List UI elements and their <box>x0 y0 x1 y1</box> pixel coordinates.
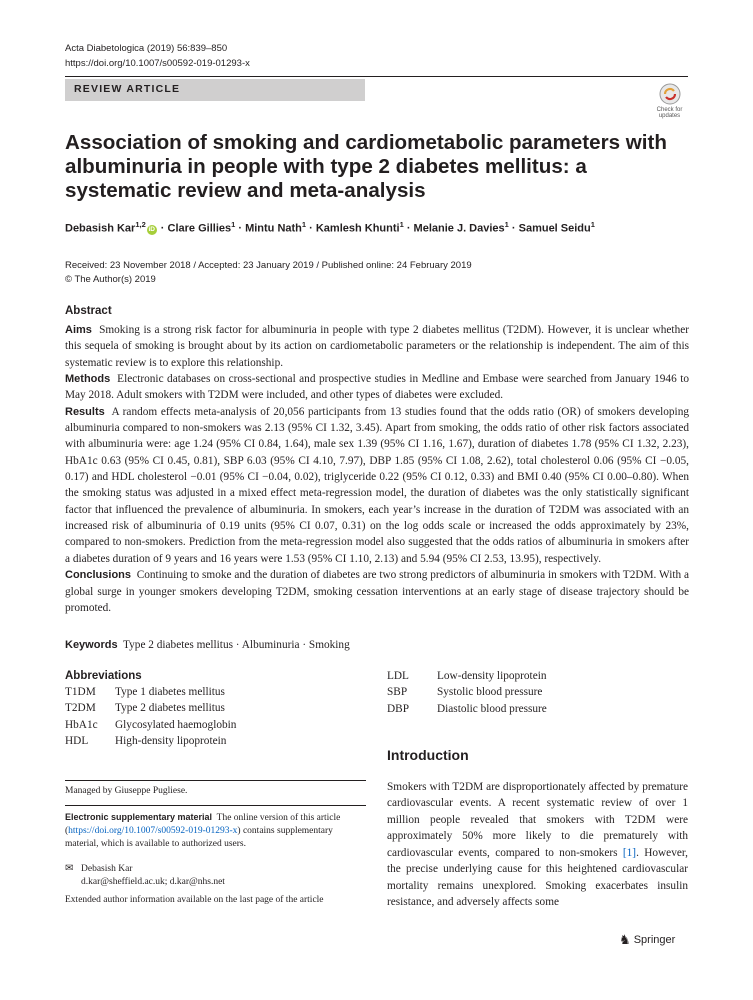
abbreviation-row <box>65 686 236 702</box>
abbreviation-term: HDL <box>65 735 89 748</box>
article-title: Association of smoking and cardiometabolic parameters with albuminuria in people with type 2 diabetes mellitus: a systematic review and meta-analysis <box>65 131 667 202</box>
author-name[interactable]: Samuel Seidu <box>518 222 591 235</box>
corresponding-author <box>65 862 225 889</box>
esm-link[interactable]: https://doi.org/10.1007/s00592-019-01293-x <box>68 826 238 837</box>
orcid-icon[interactable]: iD <box>148 225 155 233</box>
abstract-section-label: Aims <box>65 324 92 336</box>
introduction-heading: Introduction <box>387 747 469 763</box>
abbreviation-term: T2DM <box>65 702 96 715</box>
abstract-heading: Abstract <box>65 305 112 317</box>
introduction-text: . However, the precise underlying cause for this heightened cardiovascular mortality remains unexplored. Smoking exacerbates insulin resistance, and adversely affects some <box>387 846 688 909</box>
corresponding-author-emails[interactable]: d.kar@sheffield.ac.uk; d.kar@nhs.net <box>81 877 225 888</box>
esm-label: Electronic supplementary material <box>65 812 213 822</box>
abbreviation-row <box>65 702 236 718</box>
abbreviation-row <box>65 735 236 751</box>
abbreviation-term: SBP <box>387 686 408 699</box>
abbreviation-definition: Glycosylated haemoglobin <box>115 718 237 731</box>
abbreviation-term: DBP <box>387 702 409 715</box>
managed-by-note: Managed by Giuseppe Pugliese. <box>65 786 188 796</box>
abbreviation-definition: Low-density lipoprotein <box>437 670 547 682</box>
abbreviation-term: T1DM <box>65 686 96 698</box>
check-updates-line1: Check for <box>656 107 683 113</box>
article-type-banner <box>65 79 365 101</box>
supplementary-material-note <box>65 811 355 852</box>
citation-link[interactable]: [1] <box>622 846 637 859</box>
abstract-section-text: Electronic databases on cross-sectional and prospective studies in Medline and Embase were searched from January 1946 to May 2018. Adult smokers with T2DM were included, and other types of diabetes were excluded. <box>65 373 689 402</box>
introduction-body <box>387 779 688 911</box>
introduction-text: Smokers with T2DM are disproportionately affected by premature cardiovascular events. A recent systematic review of over 1 million people revealed that smokers with T2DM were approximately 50% more likely to die prematurely with cardiovascular events, compared to non-smokers <box>387 781 688 859</box>
footnote-rule <box>65 780 366 781</box>
author-name[interactable]: Kamlesh Khunti <box>315 222 400 235</box>
footnote-rule <box>65 805 366 806</box>
abbreviation-definition: High-density lipoprotein <box>115 735 227 748</box>
copyright-notice: © The Author(s) 2019 <box>65 274 156 285</box>
abstract-section-label: Methods <box>65 373 111 386</box>
journal-citation: Acta Diabetologica (2019) 56:839–850 <box>65 43 228 54</box>
abbreviation-row <box>65 719 236 735</box>
author-affiliation: 1,2 <box>135 220 146 229</box>
abstract-section <box>65 322 689 371</box>
corresponding-author-name: Debasish Kar <box>81 864 133 874</box>
abbreviation-term: HbA1c <box>65 718 98 731</box>
check-updates-icon <box>659 83 681 105</box>
author-affiliation: 1 <box>504 220 509 229</box>
author-name[interactable]: Mintu Nath <box>245 222 302 235</box>
author-affiliation: 1 <box>399 220 404 229</box>
author-affiliation: 1 <box>590 220 595 229</box>
author-name[interactable]: Melanie J. Davies <box>413 222 505 235</box>
author-list: Debasish Kar$^{1,2}$iD · Clare Gillies$^1$ · Mintu Nath$^1$ · Kamlesh Khunti$^1$ · Melanie J. Davies$^1$ · Samuel Seidu$^1$ <box>65 220 595 235</box>
keywords-label: Keywords <box>65 639 118 651</box>
header-rule <box>65 76 688 77</box>
abstract-section-label: Results <box>65 405 105 418</box>
envelope-icon: ✉ <box>65 863 74 874</box>
abbreviation-definition: Diastolic blood pressure <box>437 702 547 715</box>
abbreviation-term: LDL <box>387 670 409 682</box>
abstract-section-label: Conclusions <box>65 569 132 582</box>
author-name[interactable]: Debasish Kar <box>65 222 136 235</box>
abbreviation-definition: Type 2 diabetes mellitus <box>115 702 225 715</box>
abbreviation-row <box>387 686 547 702</box>
extended-author-info: Extended author information available on the last page of the article <box>65 895 324 905</box>
article-type-label: REVIEW ARTICLE <box>74 83 181 95</box>
publication-dates: Received: 23 November 2018 / Accepted: 23 January 2019 / Published online: 24 February 2019 <box>65 260 472 271</box>
author-affiliation: 1 <box>301 220 307 229</box>
abbreviations-heading: Abbreviations <box>65 670 142 682</box>
check-updates-line2: updates <box>658 113 681 119</box>
springer-horse-icon: ♞ <box>619 932 631 947</box>
esm-text: The online version of this article ( <box>65 813 341 837</box>
publisher-logo <box>619 932 675 948</box>
abstract-section-text: Continuing to smoke and the duration of diabetes are two strong predictors of albuminuria in smokers with T2DM. With a global surge in younger smokers developing T2DM, smoking cessation interventions at an early stage of disease trajectory should be promoted. <box>65 569 689 614</box>
abstract-section <box>65 567 689 616</box>
abstract-section-text: A random effects meta-analysis of 20,056 participants from 13 studies found that the odds ratio (OR) of smokers developing albuminuria compared to non-smokers was 2.13 (95% CI 1.32, 3.45). Apart from smoking, the odds ratio of other risk factors associated with albuminuria were: age 1.24 (95% CI 0.84, 1.64), male sex 1.39 (95% CI 1.16, 1.67), duration of diabetes 1.78 (95% CI 1.32, 2.23), HbA1c 0.63 (95% CI 0.45, 0.81), SBP 6.03 (95% CI 4.10, 7.97), DBP 1.85 (95% CI 1.08, 2.62), total cholesterol 0.06 (95% CI −0.05, 0.17) and HDL cholesterol −0.01 (95% CI −0.04, 0.02), triglyceride 0.22 (95% CI 0.12, 0.33) and BMI 0.40 (95% CI 0.00–0.80). When the smoking status was adjusted in a mixed effect meta-regression model, the duration of diabetes was the only statistically significant factor that influenced the prevalence of albuminuria. In smokers, each year’s increase in the duration of T2DM was associated with an increased risk of albuminuria of 0.19 units (95% CI 0.07, 0.31) on the log odds scale or increased the odds approximately by 23%, compared to non-smokers. Prediction from the meta-regression model also suggested that the odds ratios of albuminuria in smokers after a diabetes duration of 9 years and 16 years were 1.53 (95% CI 1.10, 2.13) and 5.94 (95% CI 2.53, 13.95), respectively. <box>65 405 689 565</box>
abbreviation-definition: Type 1 diabetes mellitus <box>115 686 225 698</box>
author-affiliation: 1 <box>231 220 236 229</box>
journal-doi[interactable]: https://doi.org/10.1007/s00592-019-01293-x <box>65 58 250 69</box>
abbreviation-row <box>387 670 547 686</box>
abbreviations-list-right <box>387 670 547 719</box>
journal-header <box>65 41 250 71</box>
keywords <box>65 639 350 651</box>
abstract-section-text: Smoking is a strong risk factor for albuminuria in people with type 2 diabetes mellitus (T2DM). However, it is unclear whether this sequela of smoking is brought about by its action on cardiometabolic parameters or the relationship is independent. The aim of this systematic review is to explore this relationship. <box>65 324 689 369</box>
author-name[interactable]: Clare Gillies <box>167 222 232 235</box>
abstract-section <box>65 371 689 404</box>
check-for-updates-badge[interactable] <box>651 83 688 119</box>
abbreviation-definition: Systolic blood pressure <box>437 686 543 699</box>
abstract-body <box>65 322 689 616</box>
abbreviations-list-left <box>65 686 236 752</box>
abbreviation-row <box>387 703 547 719</box>
keywords-text: Type 2 diabetes mellitus · Albuminuria · Smoking <box>123 639 350 651</box>
publisher-name: Springer <box>633 934 676 946</box>
article-history <box>65 259 472 287</box>
abstract-section <box>65 404 689 567</box>
esm-text: ) contains supplementary material, which is available to authorized users. <box>65 826 333 850</box>
